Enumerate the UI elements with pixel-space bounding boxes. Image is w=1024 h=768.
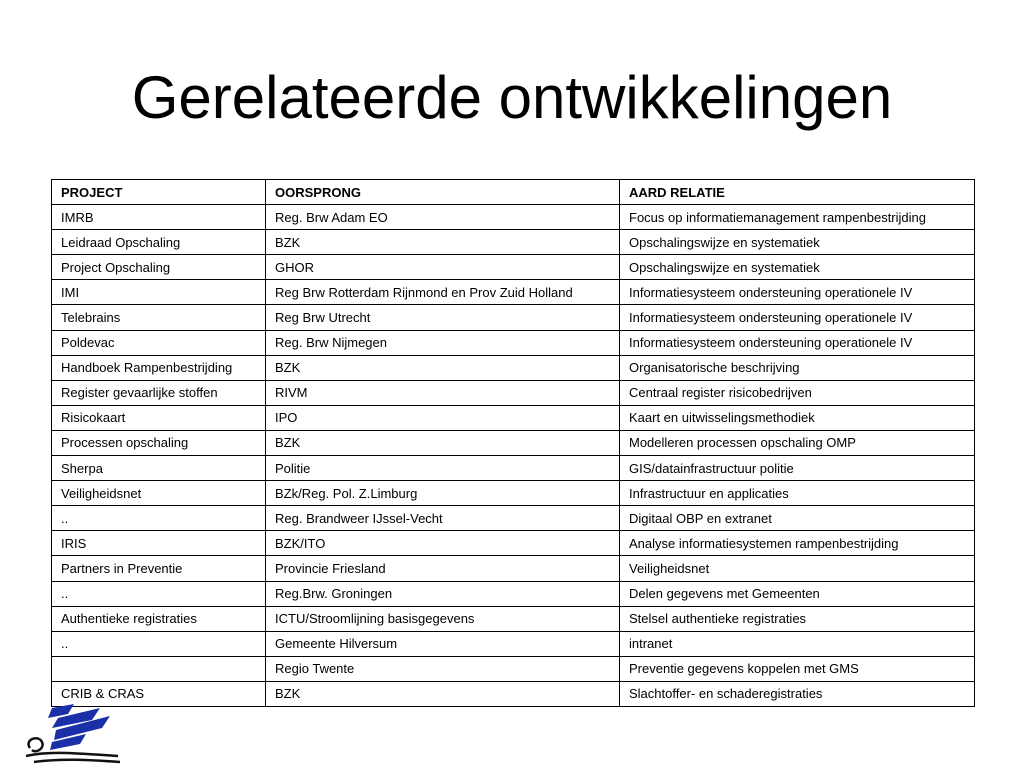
cell-oorsprong: BZK bbox=[266, 355, 620, 380]
table-row bbox=[52, 556, 975, 581]
table-body bbox=[52, 205, 975, 707]
cell-project: Telebrains bbox=[52, 305, 266, 330]
cell-project: Partners in Preventie bbox=[52, 556, 266, 581]
cell-aard-relatie: intranet bbox=[620, 631, 975, 656]
cell-project: Leidraad Opschaling bbox=[52, 230, 266, 255]
cell-aard-relatie: Modelleren processen opschaling OMP bbox=[620, 430, 975, 455]
cell-oorsprong: BZk/Reg. Pol. Z.Limburg bbox=[266, 481, 620, 506]
cell-oorsprong: BZK bbox=[266, 430, 620, 455]
cell-aard-relatie: Slachtoffer- en schaderegistraties bbox=[620, 681, 975, 706]
header-aard-relatie: AARD RELATIE bbox=[620, 180, 975, 205]
table-row bbox=[52, 405, 975, 430]
cell-oorsprong: Politie bbox=[266, 456, 620, 481]
cell-oorsprong: ICTU/Stroomlijning basisgegevens bbox=[266, 606, 620, 631]
cell-oorsprong: Reg. Brandweer IJssel-Vecht bbox=[266, 506, 620, 531]
header-oorsprong: OORSPRONG bbox=[266, 180, 620, 205]
cell-aard-relatie: Focus op informatiemanagement rampenbestrijding bbox=[620, 205, 975, 230]
cell-project: Register gevaarlijke stoffen bbox=[52, 380, 266, 405]
cell-aard-relatie: Analyse informatiesystemen rampenbestrijding bbox=[620, 531, 975, 556]
projects-table bbox=[51, 179, 975, 707]
cell-aard-relatie: Stelsel authentieke registraties bbox=[620, 606, 975, 631]
cell-project: IMI bbox=[52, 280, 266, 305]
cell-project: Poldevac bbox=[52, 330, 266, 355]
cell-aard-relatie: Digitaal OBP en extranet bbox=[620, 506, 975, 531]
cell-project: Project Opschaling bbox=[52, 255, 266, 280]
cell-oorsprong: Reg. Brw Nijmegen bbox=[266, 330, 620, 355]
table-row bbox=[52, 656, 975, 681]
table-row bbox=[52, 230, 975, 255]
cell-aard-relatie: Preventie gegevens koppelen met GMS bbox=[620, 656, 975, 681]
table-row bbox=[52, 305, 975, 330]
cell-project: Authentieke registraties bbox=[52, 606, 266, 631]
cell-oorsprong: Reg.Brw. Groningen bbox=[266, 581, 620, 606]
table-row bbox=[52, 531, 975, 556]
cell-project bbox=[52, 656, 266, 681]
cell-aard-relatie: Delen gegevens met Gemeenten bbox=[620, 581, 975, 606]
cell-project: Sherpa bbox=[52, 456, 266, 481]
cell-project: .. bbox=[52, 506, 266, 531]
logo-flag-icon bbox=[48, 704, 110, 750]
slide-title: Gerelateerde ontwikkelingen bbox=[131, 64, 893, 131]
table-row bbox=[52, 481, 975, 506]
cell-oorsprong: IPO bbox=[266, 405, 620, 430]
cell-aard-relatie: Informatiesysteem ondersteuning operationele IV bbox=[620, 305, 975, 330]
cell-aard-relatie: Opschalingswijze en systematiek bbox=[620, 255, 975, 280]
cell-aard-relatie: Infrastructuur en applicaties bbox=[620, 481, 975, 506]
cell-oorsprong: Provincie Friesland bbox=[266, 556, 620, 581]
cell-oorsprong: RIVM bbox=[266, 380, 620, 405]
cell-aard-relatie: Kaart en uitwisselingsmethodiek bbox=[620, 405, 975, 430]
cell-project: Processen opschaling bbox=[52, 430, 266, 455]
cell-oorsprong: Reg. Brw Adam EO bbox=[266, 205, 620, 230]
cell-project: .. bbox=[52, 581, 266, 606]
table-row bbox=[52, 581, 975, 606]
header-project: PROJECT bbox=[52, 180, 266, 205]
cell-aard-relatie: Informatiesysteem ondersteuning operationele IV bbox=[620, 330, 975, 355]
table-row bbox=[52, 430, 975, 455]
table-header-row bbox=[52, 180, 975, 205]
cell-oorsprong: BZK bbox=[266, 681, 620, 706]
cell-oorsprong: Gemeente Hilversum bbox=[266, 631, 620, 656]
table-row bbox=[52, 681, 975, 706]
cell-project: Veiligheidsnet bbox=[52, 481, 266, 506]
cell-aard-relatie: Veiligheidsnet bbox=[620, 556, 975, 581]
table-row bbox=[52, 506, 975, 531]
table-row bbox=[52, 330, 975, 355]
table-row bbox=[52, 255, 975, 280]
cell-aard-relatie: Opschalingswijze en systematiek bbox=[620, 230, 975, 255]
table-row bbox=[52, 355, 975, 380]
cell-aard-relatie: Organisatorische beschrijving bbox=[620, 355, 975, 380]
table-row bbox=[52, 456, 975, 481]
cell-oorsprong: Regio Twente bbox=[266, 656, 620, 681]
table-row bbox=[52, 631, 975, 656]
cell-aard-relatie: Informatiesysteem ondersteuning operationele IV bbox=[620, 280, 975, 305]
cell-aard-relatie: GIS/datainfrastructuur politie bbox=[620, 456, 975, 481]
cell-oorsprong: Reg Brw Utrecht bbox=[266, 305, 620, 330]
cell-project: Risicokaart bbox=[52, 405, 266, 430]
table-row bbox=[52, 606, 975, 631]
table-row bbox=[52, 205, 975, 230]
cell-project: IRIS bbox=[52, 531, 266, 556]
cell-oorsprong: BZK/ITO bbox=[266, 531, 620, 556]
cell-oorsprong: GHOR bbox=[266, 255, 620, 280]
cell-oorsprong: Reg Brw Rotterdam Rijnmond en Prov Zuid Holland bbox=[266, 280, 620, 305]
table-row bbox=[52, 280, 975, 305]
cell-project: Handboek Rampenbestrijding bbox=[52, 355, 266, 380]
organisation-logo bbox=[22, 700, 126, 766]
cell-project: CRIB & CRAS bbox=[52, 681, 266, 706]
cell-project: .. bbox=[52, 631, 266, 656]
cell-aard-relatie: Centraal register risicobedrijven bbox=[620, 380, 975, 405]
cell-project: IMRB bbox=[52, 205, 266, 230]
table-row bbox=[52, 380, 975, 405]
cell-oorsprong: BZK bbox=[266, 230, 620, 255]
